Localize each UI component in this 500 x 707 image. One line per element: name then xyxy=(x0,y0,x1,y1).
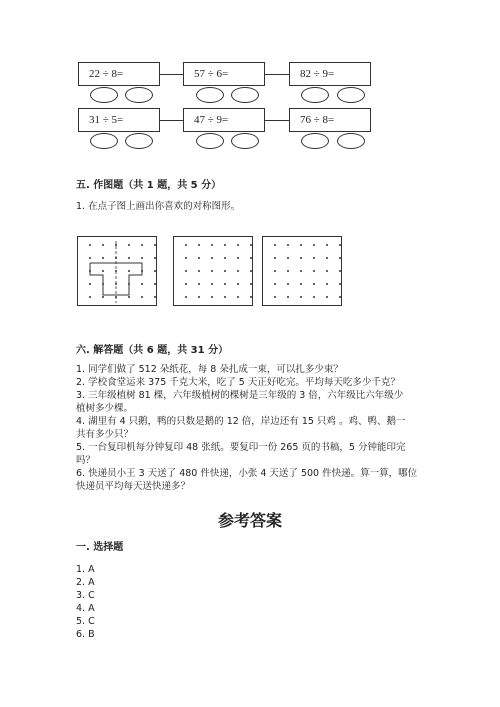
section6-line: 5. 一台复印机每分钟复印 48 张纸。要复印一份 265 页的书稿，5 分钟能印完 xyxy=(76,442,406,453)
connector-line xyxy=(265,120,289,121)
answer-oval xyxy=(90,87,118,103)
grid-dot xyxy=(89,283,91,285)
grid-dot xyxy=(250,296,252,298)
section6-line: 2. 学校食堂运来 375 千克大米，吃了 5 天正好吃完。平均每天吃多少千克？ xyxy=(76,377,400,388)
answer-oval xyxy=(301,133,329,149)
section6-line: 4. 湖里有 4 只鹅，鸭的只数是鹅的 12 倍，岸边还有 15 只鸡 。鸡、鸭、鹅一 xyxy=(76,416,406,427)
grid-dot xyxy=(313,270,315,272)
grid-dot xyxy=(339,296,341,298)
dot-grid-1 xyxy=(77,236,157,306)
grid-dot xyxy=(102,283,104,285)
grid-dot xyxy=(141,283,143,285)
grid-dot xyxy=(115,257,117,259)
grid-dot xyxy=(185,270,187,272)
grid-dot xyxy=(300,296,302,298)
grid-dot xyxy=(313,244,315,246)
grid-dot xyxy=(326,296,328,298)
grid-dot xyxy=(224,283,226,285)
grid-dot xyxy=(237,270,239,272)
dot-grid-3 xyxy=(262,236,342,306)
grid-dot xyxy=(89,270,91,272)
equation-box: 22 ÷ 8= xyxy=(78,62,160,86)
grid-dot xyxy=(274,244,276,246)
grid-dot xyxy=(224,270,226,272)
grid-dot xyxy=(224,296,226,298)
grid-dot xyxy=(339,244,341,246)
grid-dot xyxy=(274,296,276,298)
grid-dot xyxy=(300,270,302,272)
grid-dot xyxy=(287,283,289,285)
grid-dot xyxy=(141,296,143,298)
grid-dot xyxy=(300,257,302,259)
grid-dot xyxy=(185,257,187,259)
grid-dot xyxy=(154,270,156,272)
grid-dot xyxy=(326,244,328,246)
answer-item: 4. A xyxy=(76,603,95,614)
answer-oval xyxy=(90,133,118,149)
grid-dot xyxy=(287,244,289,246)
dot-grid-2 xyxy=(173,236,253,306)
answer-item: 2. A xyxy=(76,577,95,588)
grid-dot xyxy=(339,257,341,259)
answer-oval xyxy=(196,87,224,103)
grid-dot xyxy=(339,283,341,285)
connector-line xyxy=(160,74,183,75)
grid-dot xyxy=(237,296,239,298)
answer-oval xyxy=(196,133,224,149)
grid-dot xyxy=(141,244,143,246)
section6-line: 3. 三年级植树 81 棵，六年级植树的棵树是三年级的 3 倍，六年级比六年级少 xyxy=(76,390,404,401)
answer-oval xyxy=(125,133,153,149)
grid-dot xyxy=(115,283,117,285)
grid-dot xyxy=(115,296,117,298)
grid-dot xyxy=(102,244,104,246)
grid-dot xyxy=(313,296,315,298)
answers-section1-title: 一. 选择题 xyxy=(76,542,124,553)
grid-dot xyxy=(154,283,156,285)
grid-dot xyxy=(102,270,104,272)
grid-dot xyxy=(211,283,213,285)
answer-oval xyxy=(231,133,259,149)
answer-oval xyxy=(231,87,259,103)
section5-question-1: 1. 在点子图上画出你喜欢的对称图形。 xyxy=(76,201,241,212)
grid-dot xyxy=(185,296,187,298)
equation-box: 47 ÷ 9= xyxy=(183,108,265,132)
grid-dot xyxy=(128,257,130,259)
grid-dot xyxy=(115,270,117,272)
section6-line: 快递员平均每天送快递多？ xyxy=(76,481,191,492)
grid-dot xyxy=(211,244,213,246)
grid-dot xyxy=(326,283,328,285)
answer-item: 3. C xyxy=(76,590,95,601)
equation-box: 31 ÷ 5= xyxy=(78,108,160,132)
connector-line xyxy=(265,74,289,75)
grid-dot xyxy=(115,244,117,246)
answer-oval xyxy=(301,87,329,103)
grid-dot xyxy=(250,244,252,246)
grid-dot xyxy=(274,257,276,259)
grid-dot xyxy=(224,257,226,259)
grid-dot xyxy=(313,257,315,259)
answer-oval xyxy=(125,87,153,103)
grid-dot xyxy=(326,257,328,259)
connector-line xyxy=(160,120,183,121)
grid-dot xyxy=(102,296,104,298)
grid-dot xyxy=(198,283,200,285)
grid-dot xyxy=(287,270,289,272)
grid-dot xyxy=(198,270,200,272)
answers-title: 参考答案 xyxy=(217,511,282,530)
section6-line: 吗？ xyxy=(76,455,96,466)
grid-dot xyxy=(211,257,213,259)
grid-dot xyxy=(141,257,143,259)
grid-dot xyxy=(128,270,130,272)
grid-dot xyxy=(300,244,302,246)
grid-dot xyxy=(250,257,252,259)
grid-dot xyxy=(237,244,239,246)
grid-dot xyxy=(185,283,187,285)
grid-dot xyxy=(287,296,289,298)
grid-dot xyxy=(89,257,91,259)
grid-dot xyxy=(198,244,200,246)
grid-dot xyxy=(250,283,252,285)
grid-dot xyxy=(339,270,341,272)
grid-dot xyxy=(237,283,239,285)
grid-dot xyxy=(128,244,130,246)
grid-dot xyxy=(128,296,130,298)
section6-line: 1. 同学们做了 512 朵纸花，每 8 朵扎成一束，可以扎多少束？ xyxy=(76,364,343,375)
grid-dot xyxy=(274,270,276,272)
equation-box: 76 ÷ 8= xyxy=(289,108,371,132)
grid-dot xyxy=(89,244,91,246)
equation-box: 57 ÷ 6= xyxy=(183,62,265,86)
section6-line: 共有多少只？ xyxy=(76,429,134,440)
answer-item: 6. B xyxy=(76,629,95,640)
grid-dot xyxy=(211,296,213,298)
grid-dot xyxy=(237,257,239,259)
grid-dot xyxy=(287,257,289,259)
section6-line: 植树多少棵。 xyxy=(76,403,134,414)
section5-title: 五. 作图题（共 1 题，共 5 分） xyxy=(76,180,222,191)
grid-dot xyxy=(224,244,226,246)
grid-dot xyxy=(154,296,156,298)
answer-oval xyxy=(337,133,365,149)
grid-dot xyxy=(211,270,213,272)
grid-dot xyxy=(198,257,200,259)
grid-dot xyxy=(185,244,187,246)
grid-dot xyxy=(274,283,276,285)
grid-dot xyxy=(326,270,328,272)
grid-dot xyxy=(89,296,91,298)
grid-dot xyxy=(154,244,156,246)
section6-line: 6. 快递员小王 3 天送了 480 件快递，小张 4 天送了 500 件快递。算一算，哪位 xyxy=(76,468,418,479)
grid-dot xyxy=(313,283,315,285)
answer-item: 1. A xyxy=(76,564,95,575)
grid-dot xyxy=(198,296,200,298)
section6-title: 六. 解答题（共 6 题，共 31 分） xyxy=(76,345,229,356)
answer-item: 5. C xyxy=(76,616,95,627)
grid-dot xyxy=(154,257,156,259)
answer-oval xyxy=(337,87,365,103)
grid-dot xyxy=(300,283,302,285)
grid-dot xyxy=(102,257,104,259)
grid-dot xyxy=(250,270,252,272)
grid-dot xyxy=(141,270,143,272)
grid-dot xyxy=(128,283,130,285)
equation-box: 82 ÷ 9= xyxy=(289,62,371,86)
